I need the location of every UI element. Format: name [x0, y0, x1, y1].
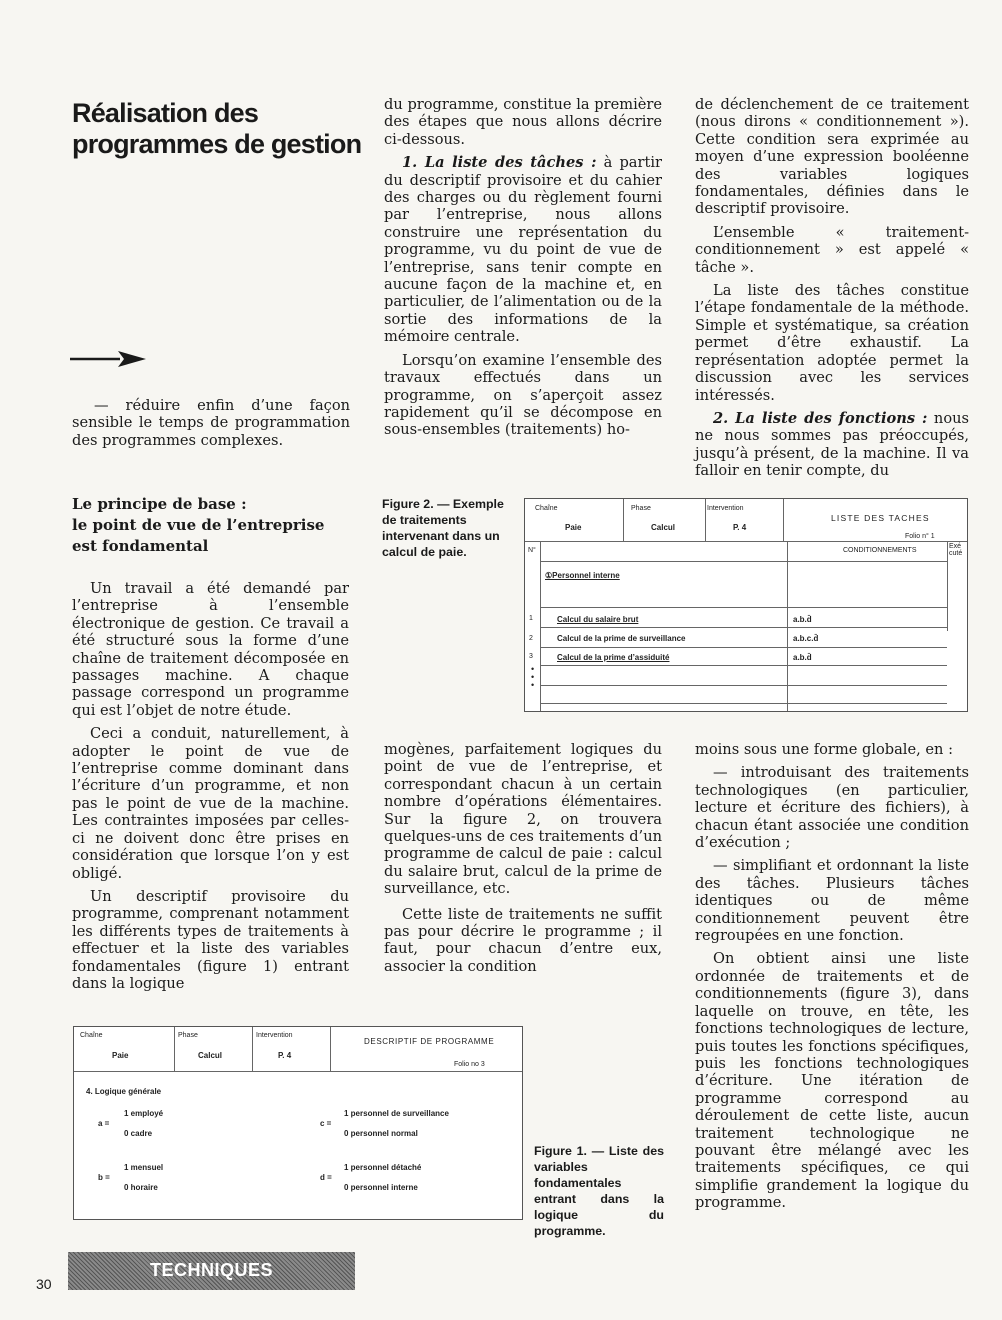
fig1-intervention-header: Intervention [256, 1032, 293, 1039]
fig2-row-number: 3 [529, 653, 533, 660]
section-heading: Le principe de base : le point de vue de l’entreprise est fondamental [72, 495, 325, 555]
fig2-col-conditions: CONDITIONNEMENTS [843, 547, 917, 554]
fig2-title: LISTE DES TACHES [831, 513, 930, 523]
col2-paragraph: mogènes, parfaitement logiques du point de vue de l’entreprise, et correspondant chacun à un certain nombre d’opérations élémentaires. Sur la figure 2, on trouvera quelques-uns de ces traitements d’un programme de calcul de paie : calcul du salaire brut, calcul de la prime de surveillance, etc. [384, 741, 662, 898]
col3-paragraph: de déclenchement de ce traitement (nous dirons « conditionnement »). Cette condition sera exprimée au moyen d’une expression booléenne des variables logiques fondamentales, définies dans le descriptif provisoire. [695, 96, 969, 218]
fig2-row-condition: a.b.d̄ [793, 615, 812, 624]
col3-paragraph: moins sous une forme globale, en : [695, 741, 953, 758]
fig2-row-label: Calcul du salaire brut [557, 615, 639, 624]
fig1-title: DESCRIPTIF DE PROGRAMME [364, 1037, 495, 1046]
column-3-bottom [695, 741, 969, 1218]
fig2-chain-header: Chaîne [535, 505, 558, 512]
column-3-top [695, 96, 969, 486]
figure-2-caption: Figure 2. — Exemple de traitements intervenant dans un calcul de paie. [382, 497, 504, 559]
fig2-section: ①Personnel interne [545, 571, 620, 580]
fig1-intervention-value: P. 4 [278, 1051, 292, 1060]
fig2-row-number: 2 [529, 635, 533, 642]
fig1-folio: Folio no 3 [454, 1061, 485, 1068]
fig2-row-number: 1 [529, 615, 533, 622]
col2-paragraph: du programme, constitue la première des étapes que nous allons décrire ci-dessous. [384, 96, 662, 148]
fig2-phase-header: Phase [631, 505, 651, 512]
fig2-row-label: Calcul de la prime de surveillance [557, 634, 686, 643]
fig2-phase-value: Calcul [651, 523, 676, 532]
fig2-col-number: N° [528, 547, 536, 554]
col1-paragraph: Un descriptif provisoire du programme, comprenant notamment les différents types de traitements à effectuer et la liste des variables fondamentales (figure 1) entrant dans la logique [72, 887, 349, 992]
fig1-phase-value: Calcul [198, 1051, 223, 1060]
fig1-phase-header: Phase [178, 1032, 198, 1039]
col3-paragraph: On obtient ainsi une liste ordonnée de traitements et de conditionnements (figure 3), dans laquelle on trouve, en tête, les fonctions technologiques de lecture, puis toutes les fonctions spécifiques, puis les fonctions technologiques d’écriture. Une itération de programme correspond au déroulement de cette liste, aucun traitement technologique ne pouvant être mélangé avec les traitements spécifiques, ce qui simplifie grandement la logique du programme. [695, 950, 969, 1212]
article-title [72, 98, 372, 160]
fig1-section: 4. Logique générale [86, 1087, 162, 1096]
arrow-icon [70, 349, 150, 369]
fig1-chain-value: Paie [112, 1051, 129, 1060]
col2-paragraph: 1. La liste des tâches : à partir du descriptif provisoire et du cahier des charges ou du règlement fourni par l’entreprise, nous allons construire une représentation du programme, vu du point de vue de l’entreprise, sans tenir compte en aucune façon de la machine et, en particulier, de l’alimentation ou de la sortie des informations de la mémoire centrale. [384, 154, 662, 346]
fig2-row-condition: a.b.c.d̄ [793, 634, 819, 643]
fig2-intervention-header: Intervention [707, 505, 744, 512]
title-line-2: programmes de gestion [72, 129, 362, 159]
fig1-var-b-true: 1 mensuel [124, 1163, 164, 1172]
column-1-body [72, 580, 349, 998]
fig2-continuation-dots: • • • [531, 664, 535, 690]
fig1-var-d-true: 1 personnel détaché [344, 1163, 422, 1172]
fig1-var-a-true: 1 employé [124, 1109, 164, 1118]
col3-paragraph: — simplifiant et ordonnant la liste des tâches. Plusieurs tâches identiques ou de même conditionnement peuvent être regroupées en une fonction. [695, 857, 969, 945]
col2-paragraph: Lorsqu’on examine l’ensemble des travaux effectués dans un programme, on s’aperçoit assez rapidement qu’il se décompose en sous-ensembles (traitements) ho- [384, 351, 662, 439]
fig1-var-d: d = [320, 1173, 332, 1182]
fig2-intervention-value: P. 4 [733, 523, 747, 532]
col1-paragraph: Un travail a été demandé par l’entreprise à l’ensemble électronique de gestion. Ce travail a été structuré sous la forme d’une chaîne de traitement décomposée en passages machine. A chaque passage correspond un programme qui est l’objet de notre étude. [72, 580, 349, 719]
fig1-var-b: b = [98, 1173, 110, 1182]
col1-paragraph: Ceci a conduit, naturellement, à adopter le point de vue de l’entreprise comme dominant dans l’écriture d’un programme, et non pas le point de vue de la machine. Les contraintes imposées par celles-ci ne doivent donc être prises en considération que lorsque l’on y est obligé. [72, 725, 349, 882]
fig1-var-a: a = [98, 1119, 110, 1128]
title-line-1: Réalisation des [72, 98, 259, 128]
fig2-chain-value: Paie [565, 523, 582, 532]
fig1-var-d-false: 0 personnel interne [344, 1183, 418, 1192]
col3-paragraph: La liste des tâches constitue l’étape fondamentale de la méthode. Simple et systématique, sa création permet d’être exhaustif. La représentation adoptée permet la discussion avec les services intéressés. [695, 282, 969, 404]
section-banner [68, 1252, 355, 1290]
fig1-var-c-false: 0 personnel normal [344, 1129, 418, 1138]
fig1-var-a-false: 0 cadre [124, 1129, 153, 1138]
figure-1-form [73, 1026, 523, 1220]
col3-paragraph: 2. La liste des fonctions : nous ne nous sommes pas préoccupés, jusqu’à présent, de la machine. Il va falloir en tenir compte, du [695, 409, 969, 480]
col2-paragraph: Cette liste de traitements ne suffit pas pour décrire le programme ; il faut, pour chacun d’entre eux, associer la condition [384, 905, 662, 975]
figure-1-caption: Figure 1. — Liste des variables fondamentales entrant dans la logique du programme. [534, 1144, 664, 1238]
fig1-var-b-false: 0 horaire [124, 1183, 158, 1192]
figure-2-form [524, 498, 968, 712]
fig1-var-c-true: 1 personnel de surveillance [344, 1109, 449, 1118]
fig2-row-condition: a.b.d̄ [793, 653, 812, 662]
fig2-col-executed: Exé cuté [949, 543, 963, 557]
intro-item: — réduire enfin d’une façon sensible le temps de programmation des programmes complexes. [72, 397, 350, 449]
fig1-chain-header: Chaîne [80, 1032, 103, 1039]
fig1-var-c: c = [320, 1119, 332, 1128]
column-2-top [384, 96, 662, 445]
col3-paragraph: — introduisant des traitements technologiques (en particulier, lecture et écriture des fichiers), à chacun étant associée une condition d’exécution ; [695, 764, 969, 852]
page-number: 30 [36, 1276, 52, 1292]
column-2-bottom [384, 741, 662, 981]
col3-paragraph: L’ensemble « traitement-conditionnement » est appelé « tâche ». [695, 223, 969, 276]
section-banner-label: TECHNIQUES [150, 1260, 274, 1280]
fig2-folio: Folio n° 1 [905, 533, 935, 540]
fig2-row-label: Calcul de la prime d’assiduité [557, 653, 670, 662]
